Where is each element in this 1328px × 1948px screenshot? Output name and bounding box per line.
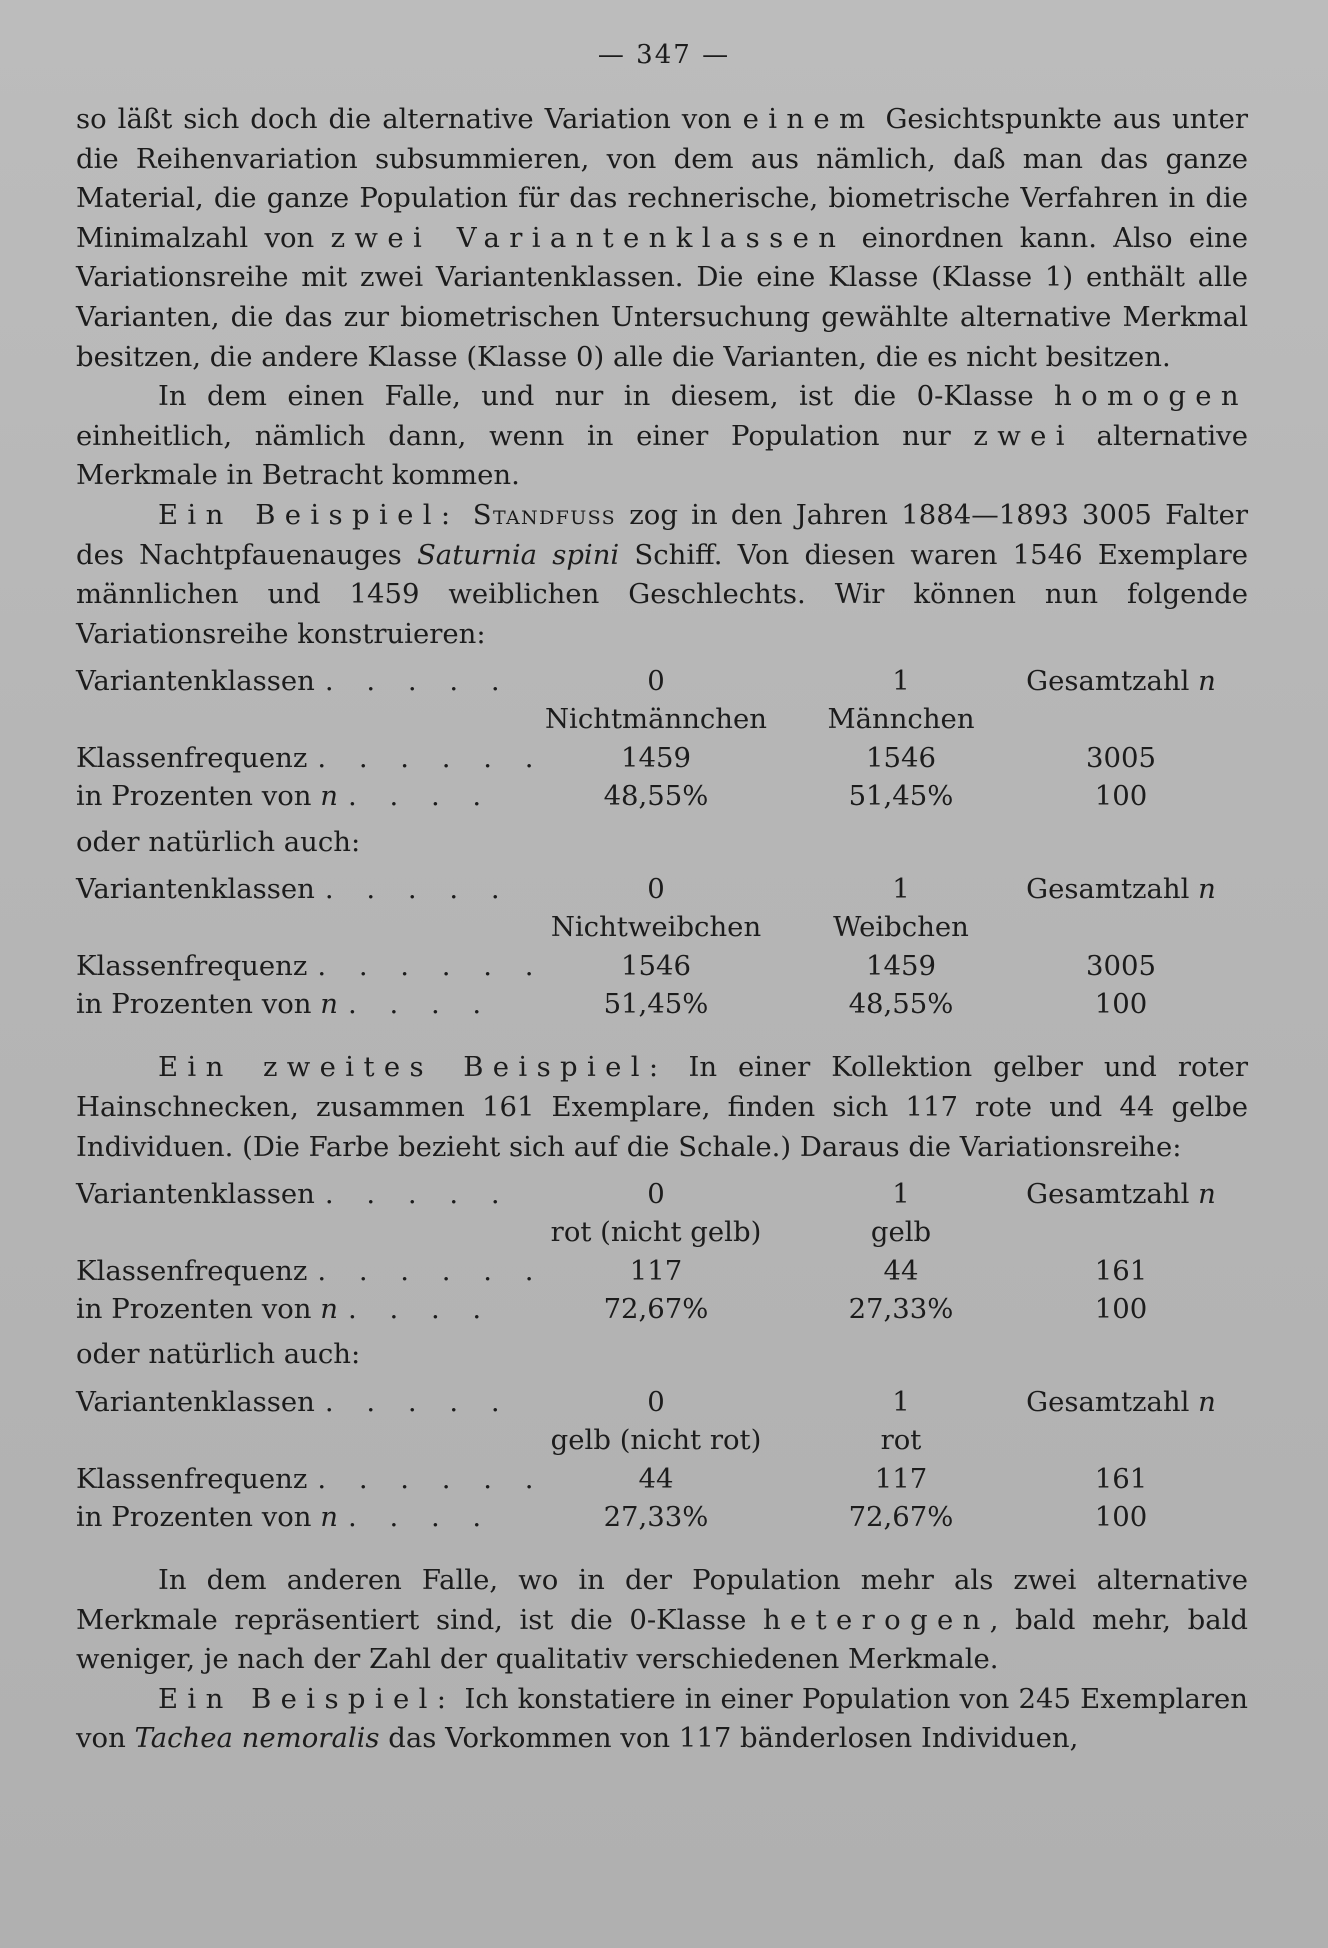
row-label: Variantenklassen	[76, 664, 315, 697]
oder-label: oder natürlich auch:	[76, 825, 361, 858]
row-label: Variantenklassen	[76, 1385, 315, 1418]
table-row	[76, 662, 1248, 701]
spaced-emphasis: Ein zweites Beispiel:	[158, 1051, 668, 1084]
species-name: Tachea nemoralis	[134, 1722, 380, 1755]
paragraph-3	[76, 496, 1248, 654]
row-label: Variantenklassen	[76, 872, 315, 905]
table-row	[76, 778, 1248, 817]
oder-label: oder natürlich auch:	[76, 1338, 361, 1371]
class-0-cell: 1459	[621, 741, 691, 774]
text: Gesichtspunkte aus unter die Reihenvariation subsummieren, von dem aus nämlich, daß man das ganze Material, die ganze Population für das rechnerische, biometrische Verfahren in die Minimalzahl von	[76, 103, 1248, 254]
table-row	[76, 739, 1248, 778]
variation-table-3	[76, 1175, 1248, 1329]
class-1-cell: 27,33%	[848, 1293, 954, 1326]
leader-dots: . . . .	[347, 780, 494, 813]
paragraph-5	[76, 1561, 1248, 1680]
class-1-cell: 117	[874, 1462, 928, 1495]
total-cell: Gesamtzahl n	[1026, 664, 1216, 697]
table-row	[76, 1252, 1248, 1291]
class-0-cell: 48,55%	[603, 780, 709, 813]
class-1-cell: 44	[883, 1254, 919, 1287]
class-0-cell: 27,33%	[603, 1501, 709, 1534]
spaced-emphasis: Ein Beispiel:	[158, 498, 460, 531]
total-cell: 100	[1094, 988, 1148, 1021]
paragraph-2	[76, 377, 1248, 496]
row-label: in Prozenten von n	[76, 1501, 338, 1534]
total-cell: Gesamtzahl n	[1026, 1385, 1216, 1418]
paragraph-1	[76, 100, 1248, 377]
text: das Vorkommen von 117 bänderlosen Individuen,	[379, 1722, 1079, 1755]
row-label: in Prozenten von n	[76, 988, 338, 1021]
species-name: Saturnia spini	[416, 538, 620, 571]
text: alternative Merkmale in Betracht kommen.	[76, 419, 1248, 492]
leader-dots: . . . . . .	[317, 949, 546, 982]
class-1-cell: 1459	[866, 949, 936, 982]
table-row	[76, 870, 1248, 909]
class-1-cell: 1	[892, 1385, 910, 1418]
table-row	[76, 1422, 1248, 1461]
variation-table-4	[76, 1383, 1248, 1537]
leader-dots: . . . .	[347, 1501, 494, 1534]
class-1-cell: rot	[880, 1424, 922, 1457]
class-0-cell: 0	[647, 872, 665, 905]
class-0-cell: 72,67%	[603, 1293, 709, 1326]
class-1-cell: 1546	[866, 741, 936, 774]
leader-dots: . . . .	[347, 1293, 494, 1326]
text: einheitlich, nämlich dann, wenn in einer Population nur	[76, 419, 974, 452]
variation-table-2	[76, 870, 1248, 1024]
total-cell: 161	[1094, 1254, 1148, 1287]
table-row	[76, 1499, 1248, 1538]
class-1-cell: Männchen	[827, 703, 975, 736]
class-1-cell: 72,67%	[848, 1501, 954, 1534]
total-cell: Gesamtzahl n	[1026, 872, 1216, 905]
row-label: Klassenfrequenz	[76, 741, 308, 774]
spaced-emphasis: Ein Beispiel:	[158, 1682, 456, 1715]
table-row	[76, 909, 1248, 948]
text: einordnen kann. Also eine Variationsreihe mit zwei Variantenklassen. Die eine Klasse (Klasse 1) enthält alle Varianten, die das zur biometrischen Untersuchung gewählte alternative Merkmal besitzen, die andere Klasse (Klasse 0) alle die Varianten, die es nicht besitzen.	[76, 221, 1248, 373]
leader-dots: . . . . . .	[317, 741, 546, 774]
table-row	[76, 701, 1248, 740]
class-0-cell: 0	[647, 1385, 665, 1418]
row-label: Klassenfrequenz	[76, 949, 308, 982]
leader-dots: . . . . .	[324, 872, 512, 905]
leader-dots: . . . . .	[324, 664, 512, 697]
table-row	[76, 1383, 1248, 1422]
total-cell: 3005	[1086, 741, 1156, 774]
class-0-cell: Nichtmännchen	[544, 703, 767, 736]
leader-dots: . . . . . .	[317, 1254, 546, 1287]
paragraph-4	[76, 1048, 1248, 1167]
paragraph-6	[76, 1680, 1248, 1759]
total-cell: 161	[1094, 1462, 1148, 1495]
page-number: — 347 —	[597, 40, 731, 70]
class-0-cell: Nichtweibchen	[550, 911, 762, 944]
spaced-emphasis: einem	[742, 103, 875, 135]
class-1-cell: 1	[892, 664, 910, 697]
class-0-cell: 0	[647, 1177, 665, 1210]
class-1-cell: 48,55%	[848, 988, 954, 1021]
class-0-cell: 117	[629, 1254, 683, 1287]
text: Schiff. Von diesen waren 1546 Exemplare männlichen und 1459 weiblichen Geschlechts. Wir können nun folgende Variationsreihe konstruieren:	[76, 538, 1248, 650]
row-label: in Prozenten von n	[76, 1293, 338, 1326]
text: so läßt sich doch die alternative Variation von	[76, 103, 743, 135]
class-1-cell: 51,45%	[848, 780, 954, 813]
total-cell: 3005	[1086, 949, 1156, 982]
table-row	[76, 1460, 1248, 1499]
spaced-emphasis: zwei Variantenklassen	[330, 221, 846, 254]
text: Ich konstatiere in einer Population von 245 Exemplaren von	[76, 1682, 1248, 1755]
variation-table-1	[76, 662, 1248, 816]
leader-dots: . . . . .	[324, 1385, 512, 1418]
table-row	[76, 947, 1248, 986]
row-label: Klassenfrequenz	[76, 1254, 308, 1287]
table-row	[76, 1175, 1248, 1214]
class-0-cell: 0	[647, 664, 665, 697]
class-0-cell: gelb (nicht rot)	[550, 1424, 762, 1457]
class-1-cell: Weibchen	[833, 911, 969, 944]
class-0-cell: 44	[638, 1462, 674, 1495]
text: In dem anderen Falle, wo in der Population mehr als zwei alternative Merkmale repräsentiert sind, ist die 0-Klasse	[76, 1564, 1248, 1636]
leader-dots: . . . .	[347, 988, 494, 1021]
row-label: in Prozenten von n	[76, 780, 338, 813]
table-row	[76, 986, 1248, 1025]
leader-dots: . . . . .	[324, 1177, 512, 1210]
text: zog in den Jahren 1884—1893 3005 Falter des Nachtpfauenauges	[76, 498, 1249, 571]
table-row	[76, 1214, 1248, 1253]
total-cell: 100	[1094, 780, 1148, 813]
page-body	[76, 100, 1248, 1759]
class-0-cell: rot (nicht gelb)	[550, 1216, 762, 1249]
class-1-cell: 1	[892, 872, 910, 905]
text: , bald mehr, bald weniger, je nach der Zahl der qualitativ verschiedenen Merkmale.	[76, 1603, 1248, 1676]
spaced-emphasis: heterogen	[762, 1603, 990, 1636]
text: In dem einen Falle, und nur in diesem, ist die 0-Klasse	[158, 380, 1055, 413]
class-1-cell: gelb	[870, 1216, 932, 1249]
spaced-emphasis: zwei	[973, 419, 1074, 452]
author-name: Standfuss	[472, 498, 617, 531]
total-cell: 100	[1094, 1293, 1148, 1326]
total-cell: 100	[1094, 1501, 1148, 1534]
text: In einer Kollektion gelber und roter Hainschnecken, zusammen 161 Exemplare, finden sich 117 rote und 44 gelbe Individuen. (Die Farbe bezieht sich auf die Schale.) Daraus die Variationsreihe:	[76, 1051, 1248, 1163]
row-label: Klassenfrequenz	[76, 1462, 308, 1495]
class-0-cell: 51,45%	[603, 988, 709, 1021]
class-0-cell: 1546	[621, 949, 691, 982]
spaced-emphasis: homogen	[1054, 380, 1248, 413]
row-label: Variantenklassen	[76, 1177, 315, 1210]
total-cell: Gesamtzahl n	[1026, 1177, 1216, 1210]
table-row	[76, 1291, 1248, 1330]
class-1-cell: 1	[892, 1177, 910, 1210]
leader-dots: . . . . . .	[317, 1462, 546, 1495]
